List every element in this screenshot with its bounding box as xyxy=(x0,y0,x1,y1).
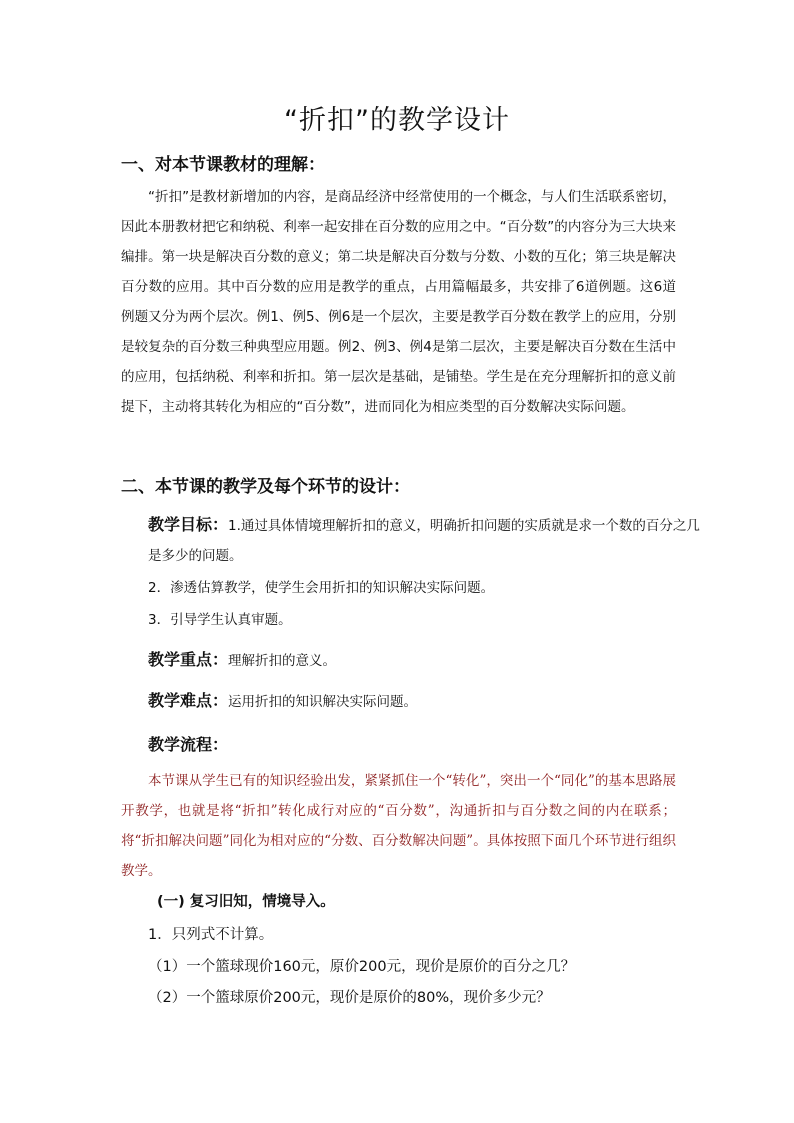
question-1: （1）一个篮球现价160元，原价200元，现价是原价的百分之几？ xyxy=(148,959,576,975)
document-title: “折扣”的教学设计 xyxy=(284,105,510,136)
flow-paragraph: 本节课从学生已有的知识经验出发，紧紧抓住一个“转化”，突出一个“同化”的基本思路展开教学，也就是将“折扣”转化成行对应的“百分数”，沟通折扣与百分数之间的内在联系；将“折扣解决问题”同化为相对应的“分数、百分数解决问题”。具体按照下面几个环节进行组织教学。 xyxy=(121,773,676,879)
section2-heading: 二、本节课的教学及每个环节的设计： xyxy=(121,477,410,497)
difficulty-label: 教学难点： xyxy=(148,691,229,710)
key-text: 理解折扣的意义。 xyxy=(228,653,337,669)
teaching-flow xyxy=(121,730,676,761)
question-2: （2）一个篮球原价200元，现价是原价的80%，现价多少元？ xyxy=(148,990,551,1006)
key-label: 教学重点： xyxy=(148,650,229,669)
flow-label: 教学流程： xyxy=(148,735,229,754)
difficulty-text: 运用折扣的知识解决实际问题。 xyxy=(228,694,418,710)
goal2-text: 2．渗透估算教学，使学生会用折扣的知识解决实际问题。 xyxy=(148,580,495,596)
step1-heading: (一) 复习旧知，情境导入。 xyxy=(157,894,335,910)
teaching-difficulty xyxy=(121,686,676,717)
goals-label: 教学目标： xyxy=(148,515,229,534)
teaching-key xyxy=(121,645,676,676)
teaching-goals xyxy=(121,510,703,571)
goal1-text: 1.通过具体情境理解折扣的意义，明确折扣问题的实质就是求一个数的百分之几是多少的问题。 xyxy=(148,518,700,564)
exercise-intro: 1．只列式不计算。 xyxy=(148,927,274,943)
section1-heading: 一、对本节课教材的理解： xyxy=(121,155,325,175)
section1-paragraph: “折扣”是教材新增加的内容，是商品经济中经常使用的一个概念，与人们生活联系密切，因此本册教材把它和纳税、利率一起安排在百分数的应用之中。“百分数”的内容分为三大块来编排。第一块是解决百分数的意义；第二块是解决百分数与分数、小数的互化；第三块是解决百分数的应用。其中百分数的应用是教学的重点，占用篇幅最多，共安排了6道例题。这6道例题又分为两个层次。例1、例5、例6是一个层次，主要是教学百分数在教学上的应用，分别是较复杂的百分数三种典型应用题。例2、例3、例4是第二层次，主要是解决百分数在生活中的应用，包括纳税、利率和折扣。第一层次是基础，是铺垫。学生是在充分理解折扣的意义前提下，主动将其转化为相应的“百分数”，进而同化为相应类型的百分数解决实际问题。 xyxy=(121,189,676,415)
goal3-text: 3．引导学生认真审题。 xyxy=(148,612,292,628)
